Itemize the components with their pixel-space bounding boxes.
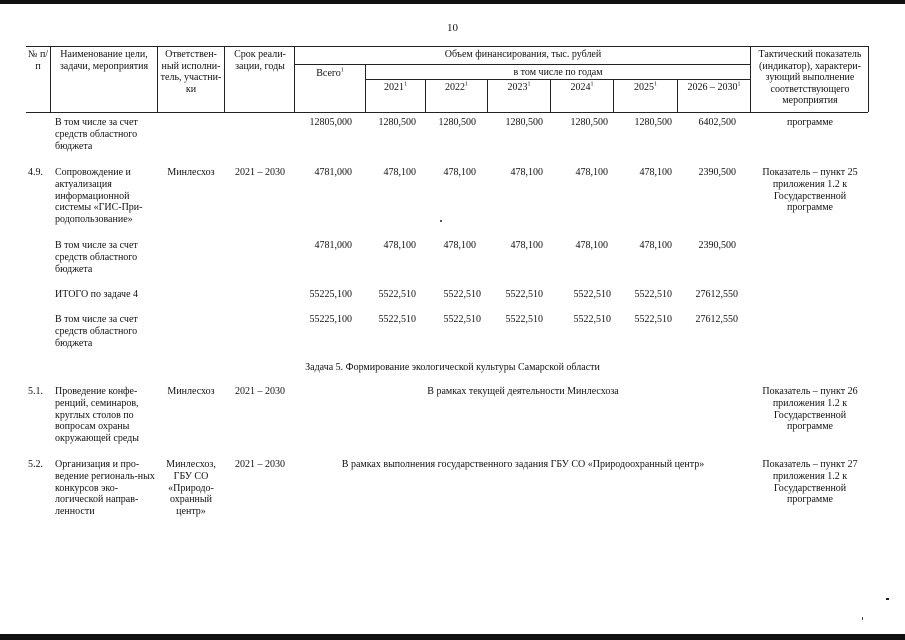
header-footnote-mark: 1 xyxy=(527,81,531,88)
row-year-value: 5522,510 xyxy=(443,289,481,300)
row-year-value: 5522,510 xyxy=(505,314,543,325)
row-indicator: программе xyxy=(787,117,833,128)
row-total-value: 4781,000 xyxy=(314,167,352,178)
header-term: Срок реали-зации, годы xyxy=(234,49,286,72)
header-footnote-mark: 1 xyxy=(737,81,741,88)
row-year-value: 5522,510 xyxy=(378,289,416,300)
row-indicator: Показатель – пункт 25 приложения 1.2 к Государственной программе xyxy=(762,167,858,214)
header-year-label: 2023 xyxy=(507,82,528,93)
page-bottom-edge xyxy=(0,634,905,640)
row-year-value: 478,100 xyxy=(575,240,608,251)
row-number: 4.9. xyxy=(28,167,43,178)
row-responsible: Минлесхоз xyxy=(167,386,215,397)
row-name: В том числе за счет средств областного бюджета xyxy=(55,117,138,152)
header-top-rule xyxy=(26,46,868,47)
row-responsible: Минлесхоз, ГБУ СО «Природо-охранный центр» xyxy=(166,459,216,518)
header-year-label: 2021 xyxy=(384,82,404,93)
years-subheader-rule xyxy=(365,79,750,80)
header-year xyxy=(614,82,677,94)
header-total xyxy=(296,68,364,80)
row-year-value: 478,100 xyxy=(383,240,416,251)
row-year-value: 478,100 xyxy=(443,167,476,178)
header-year-label: 2024 xyxy=(570,82,591,93)
row-year-value: 5522,510 xyxy=(443,314,481,325)
row-year-value: 27612,550 xyxy=(695,289,738,300)
row-year-value: 5522,510 xyxy=(378,314,416,325)
row-year-value: 478,100 xyxy=(510,240,543,251)
scan-mark xyxy=(862,617,863,620)
row-year-value: 1280,500 xyxy=(570,117,608,128)
col-divider xyxy=(868,46,869,112)
row-year-value: 478,100 xyxy=(639,167,672,178)
row-term: 2021 – 2030 xyxy=(235,167,285,178)
row-funding-note: В рамках текущей деятельности Минлесхоза xyxy=(427,386,619,397)
row-total-value: 55225,100 xyxy=(309,314,352,325)
header-year xyxy=(366,82,425,94)
header-indicator: Тактический показатель (индикатор), характери-зующий выполнение соответствующего мероприятия xyxy=(758,49,862,106)
row-name: Проведение конфе-ренций, семинаров, круглых столов по вопросам охраны окружающей среды xyxy=(55,386,139,445)
row-year-value: 5522,510 xyxy=(505,289,543,300)
col-divider xyxy=(750,46,751,112)
header-year xyxy=(551,82,613,94)
row-year-value: 478,100 xyxy=(443,240,476,251)
row-number: 5.2. xyxy=(28,459,43,470)
header-bottom-rule xyxy=(26,112,868,113)
row-responsible: Минлесхоз xyxy=(167,167,215,178)
scan-mark xyxy=(886,598,889,600)
row-name: В том числе за счет средств областного бюджета xyxy=(55,240,138,275)
header-name: Наименование цели, задачи, мероприятия xyxy=(59,49,149,72)
header-footnote-mark: 1 xyxy=(465,81,468,88)
col-divider xyxy=(294,46,295,112)
row-year-value: 5522,510 xyxy=(634,289,672,300)
row-term: 2021 – 2030 xyxy=(235,386,285,397)
row-year-value: 6402,500 xyxy=(698,117,736,128)
header-year xyxy=(426,82,487,94)
row-year-value: 478,100 xyxy=(575,167,608,178)
row-total-value: 12805,000 xyxy=(309,117,352,128)
row-year-value: 2390,500 xyxy=(698,167,736,178)
row-number: 5.1. xyxy=(28,386,43,397)
header-year-label: 2022 xyxy=(445,82,465,93)
funding-subheader-rule xyxy=(294,64,750,65)
row-year-value: 5522,510 xyxy=(573,289,611,300)
header-year xyxy=(488,82,550,94)
row-year-value: 478,100 xyxy=(383,167,416,178)
header-total-label: Всего xyxy=(316,68,341,79)
col-divider xyxy=(224,46,225,112)
row-year-value: 2390,500 xyxy=(698,240,736,251)
row-name: Организация и про-ведение региональ-ных конкурсов эко-логической направ-ленности xyxy=(55,459,155,518)
row-year-value: 1280,500 xyxy=(505,117,543,128)
row-total-value: 55225,100 xyxy=(309,289,352,300)
header-footnote-mark: 1 xyxy=(340,67,344,74)
row-indicator: Показатель – пункт 27 приложения 1.2 к Государственной программе xyxy=(762,459,858,506)
header-by-years: в том числе по годам xyxy=(513,67,603,78)
row-name: В том числе за счет средств областного бюджета xyxy=(55,314,138,349)
row-indicator: Показатель – пункт 26 приложения 1.2 к Государственной программе xyxy=(762,386,858,433)
header-funding: Объем финансирования, тыс. рублей xyxy=(444,49,602,60)
row-year-value: 27612,550 xyxy=(695,314,738,325)
header-num: № п/п xyxy=(27,49,49,72)
header-year-label: 2026 – 2030 xyxy=(687,82,738,93)
row-term: 2021 – 2030 xyxy=(235,459,285,470)
row-year-value: 1280,500 xyxy=(438,117,476,128)
header-year-label: 2025 xyxy=(634,82,654,93)
col-divider xyxy=(50,46,51,112)
row-year-value: 5522,510 xyxy=(634,314,672,325)
row-name: Сопровождение и актуализация информационной системы «ГИС-При-родопользование» xyxy=(55,167,143,226)
row-year-value: 1280,500 xyxy=(378,117,416,128)
header-responsible: Ответствен-ный исполни-тель, участни-ки xyxy=(160,49,222,95)
row-name: ИТОГО по задаче 4 xyxy=(55,289,139,300)
header-footnote-mark: 1 xyxy=(654,81,657,88)
header-footnote-mark: 1 xyxy=(590,81,594,88)
row-year-value: 478,100 xyxy=(639,240,672,251)
row-funding-note: В рамках выполнения государственного задания ГБУ СО «Природоохранный центр» xyxy=(341,459,705,470)
scan-speck xyxy=(440,220,442,222)
section-title: Задача 5. Формирование экологической культуры Самарской области xyxy=(305,362,600,373)
header-footnote-mark: 1 xyxy=(404,81,407,88)
row-total-value: 4781,000 xyxy=(314,240,352,251)
page-number: 10 xyxy=(447,22,458,34)
row-year-value: 5522,510 xyxy=(573,314,611,325)
row-year-value: 478,100 xyxy=(510,167,543,178)
row-year-value: 1280,500 xyxy=(634,117,672,128)
header-year xyxy=(678,82,750,94)
